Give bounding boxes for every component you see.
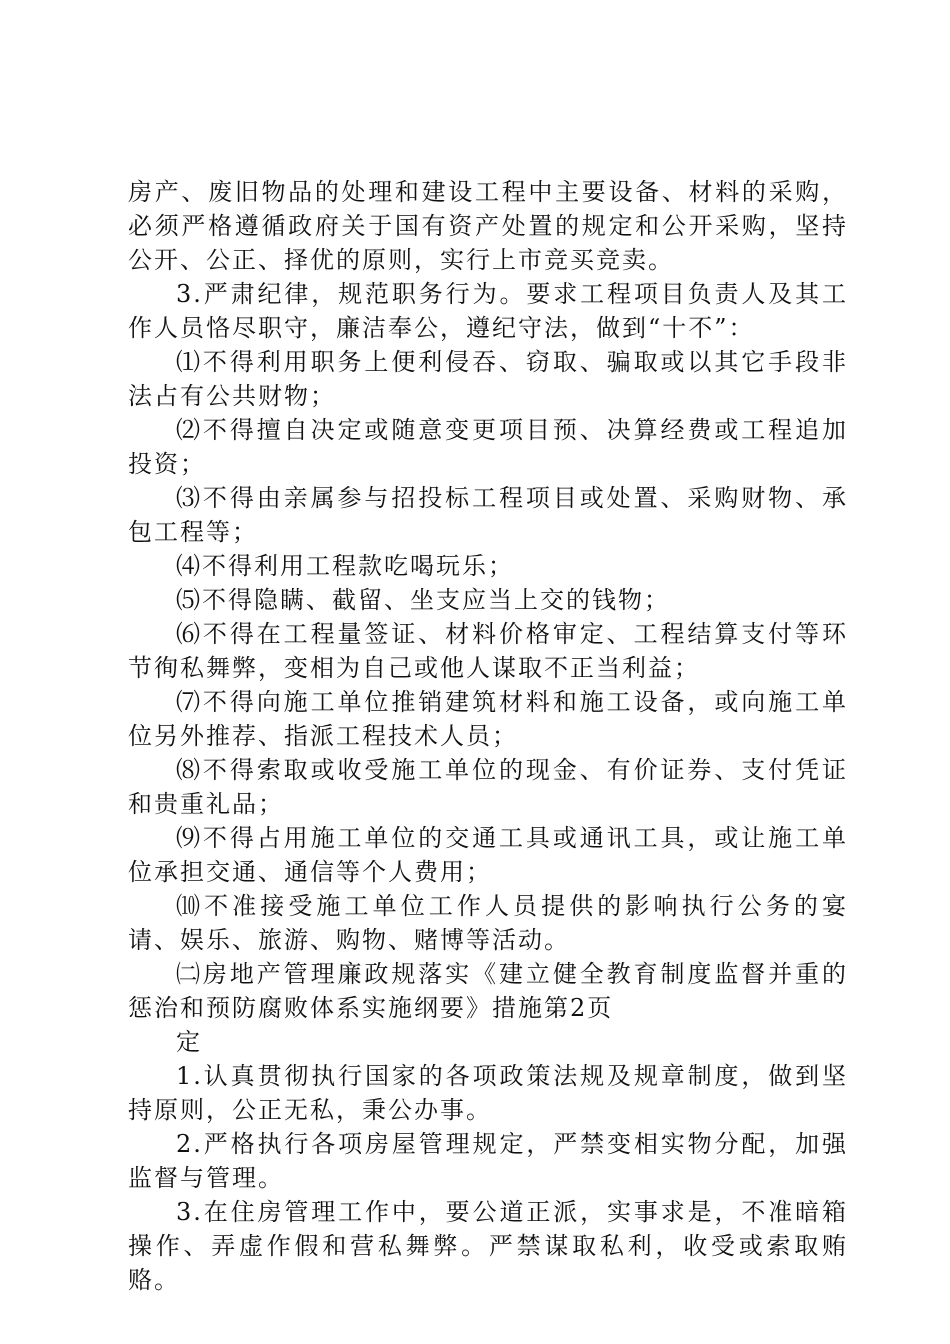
rule-item-8: ⑻不得索取或收受施工单位的现金、有价证券、支付凭证和贵重礼品； <box>128 756 848 818</box>
rule-item-5: ⑸不得隐瞒、截留、坐支应当上交的钱物； <box>176 586 670 614</box>
rule-item-7: ⑺不得向施工单位推销建筑材料和施工设备，或向施工单位另外推荐、指派工程技术人员； <box>128 688 848 750</box>
rule-item-10: ⑽不准接受施工单位工作人员提供的影响执行公务的宴请、娱乐、旅游、购物、赌博等活动。 <box>128 892 848 954</box>
paragraph-item-1: 1.认真贯彻执行国家的各项政策法规及规章制度，做到坚持原则，公正无私，秉公办事。 <box>128 1062 848 1124</box>
rule-item-2: ⑵不得擅自决定或随意变更项目预、决算经费或工程追加投资； <box>128 416 848 478</box>
paragraph-item-2: 2.严格执行各项房屋管理规定，严禁变相实物分配，加强监督与管理。 <box>128 1130 848 1192</box>
section-heading-tail: 定 <box>176 1028 202 1056</box>
rule-item-4: ⑷不得利用工程款吃喝玩乐； <box>176 552 514 580</box>
paragraph-item-3: 3.在住房管理工作中，要公道正派，实事求是，不准暗箱操作、弄虚作假和营私舞弊。严禁谋取私利，收受或索取贿赂。 <box>128 1198 848 1294</box>
section-heading-real-estate: ㈡房地产管理廉政规落实《建立健全教育制度监督并重的惩治和预防腐败体系实施纲要》措施第2页 <box>128 960 848 1022</box>
document-body <box>128 175 848 1297</box>
rule-item-6: ⑹不得在工程量签证、材料价格审定、工程结算支付等环节徇私舞弊，变相为自己或他人谋取不正当利益； <box>128 620 848 682</box>
paragraph-discipline: 3.严肃纪律，规范职务行为。要求工程项目负责人及其工作人员恪尽职守，廉洁奉公，遵纪守法，做到“十不”： <box>128 280 848 342</box>
paragraph-continuation: 房产、废旧物品的处理和建设工程中主要设备、材料的采购，必须严格遵循政府关于国有资产处置的规定和公开采购，坚持公开、公正、择优的原则，实行上市竞买竞卖。 <box>128 178 848 274</box>
rule-item-3: ⑶不得由亲属参与招投标工程项目或处置、采购财物、承包工程等； <box>128 484 848 546</box>
rule-item-9: ⑼不得占用施工单位的交通工具或通讯工具，或让施工单位承担交通、通信等个人费用； <box>128 824 848 886</box>
rule-item-1: ⑴不得利用职务上便利侵吞、窃取、骗取或以其它手段非法占有公共财物； <box>128 348 848 410</box>
